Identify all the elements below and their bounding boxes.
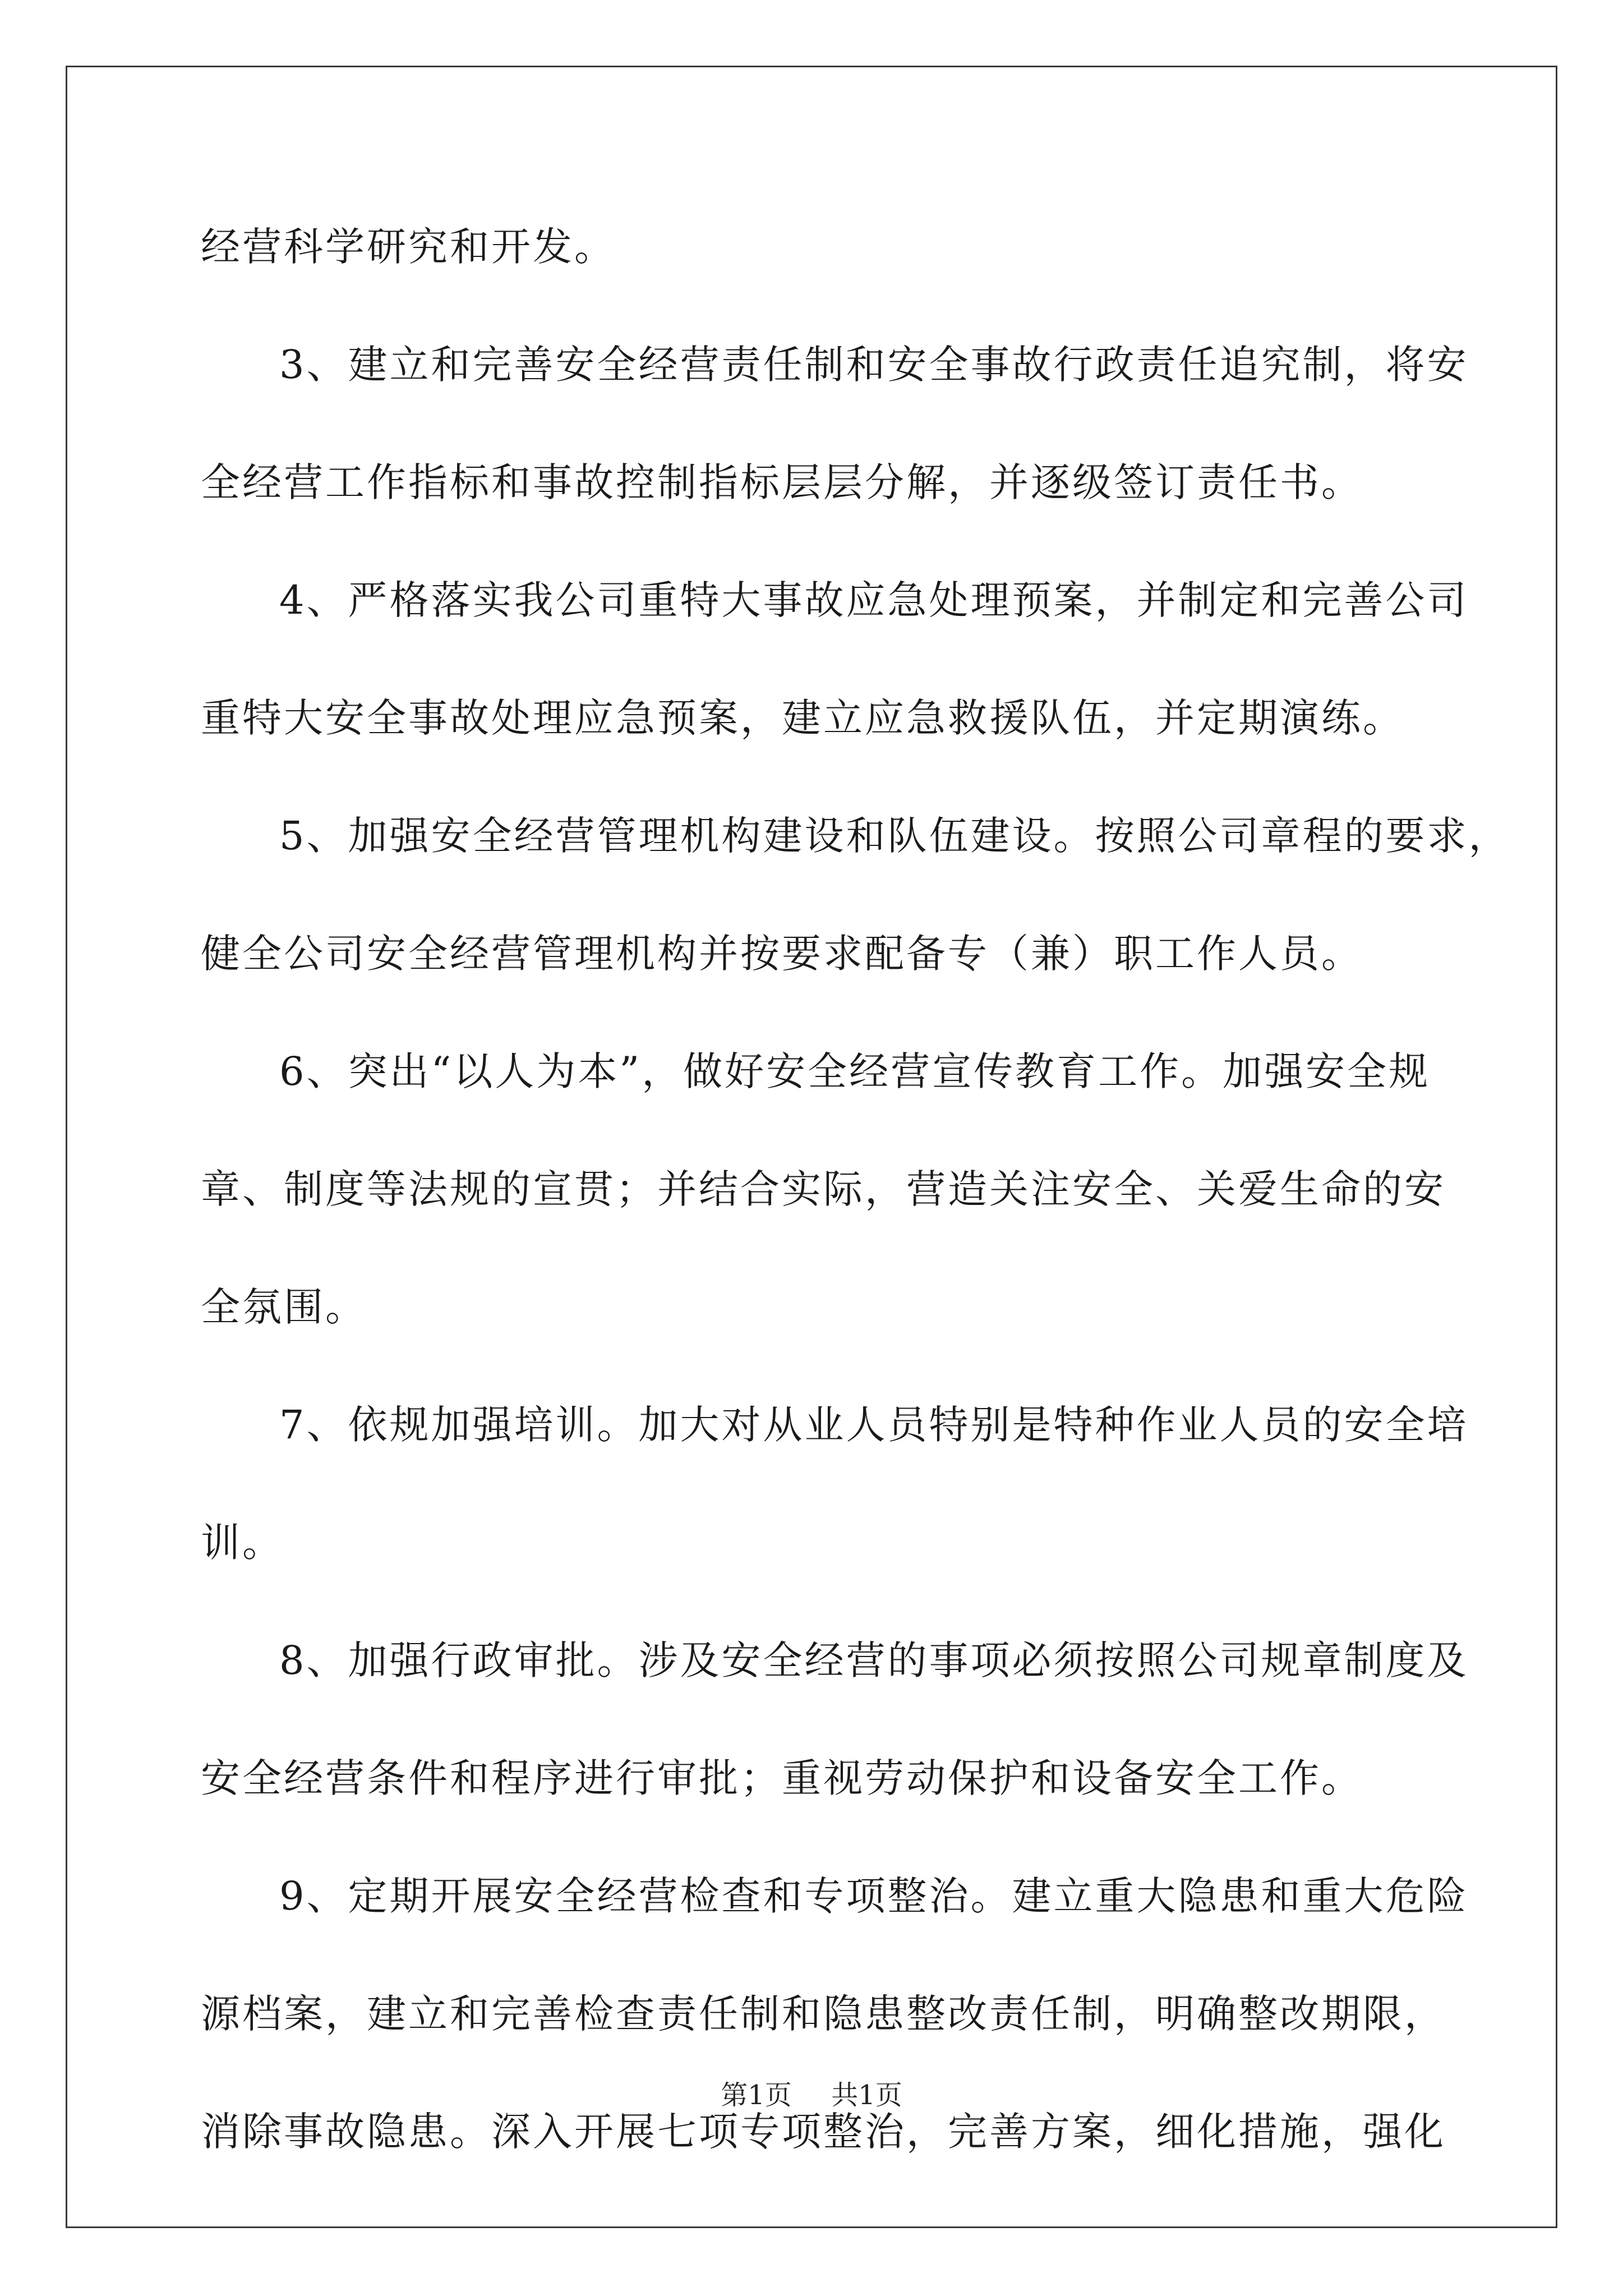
text-line: 6、突出“以人为本”，做好安全经营宣传教育工作。加强安全规: [279, 1048, 1431, 1094]
text-line: 训。: [201, 1520, 284, 1566]
text-line: 章、制度等法规的宣贯；并结合实际，营造关注安全、关爱生命的安: [201, 1166, 1446, 1212]
text-line: 重特大安全事故处理应急预案，建立应急救援队伍，并定期演练。: [201, 695, 1404, 741]
text-line: 消除事故隐患。深入开展七项专项整治，完善方案，细化措施，强化: [201, 2109, 1446, 2155]
page-footer: [0, 2078, 1623, 2112]
text-line: 9、定期开展安全经营检查和专项整治。建立重大隐患和重大危险: [279, 1873, 1469, 1919]
text-line: 8、加强行政审批。涉及安全经营的事项必须按照公司规章制度及: [279, 1637, 1469, 1683]
text-line: 经营科学研究和开发。: [201, 224, 616, 270]
text-line: 全经营工作指标和事故控制指标层层分解，并逐级签订责任书。: [201, 459, 1363, 505]
text-line: 全氛围。: [201, 1284, 367, 1330]
text-line: 7、依规加强培训。加大对从业人员特别是特种作业人员的安全培: [279, 1402, 1469, 1448]
text-line: 3、建立和完善安全经营责任制和安全事故行政责任追究制，将安: [279, 342, 1469, 388]
text-line: 4、严格落实我公司重特大事故应急处理预案，并制定和完善公司: [279, 577, 1469, 623]
text-line: 5、加强安全经营管理机构建设和队伍建设。按照公司章程的要求，: [279, 813, 1510, 859]
text-line: 源档案，建立和完善检查责任制和隐患整改责任制，明确整改期限，: [201, 1991, 1446, 2037]
page-number: 第1页: [721, 2079, 792, 2111]
text-line: 健全公司安全经营管理机构并按要求配备专（兼）职工作人员。: [201, 931, 1363, 977]
page-total: 共1页: [831, 2079, 902, 2111]
text-line: 安全经营条件和程序进行审批；重视劳动保护和设备安全工作。: [201, 1755, 1363, 1801]
